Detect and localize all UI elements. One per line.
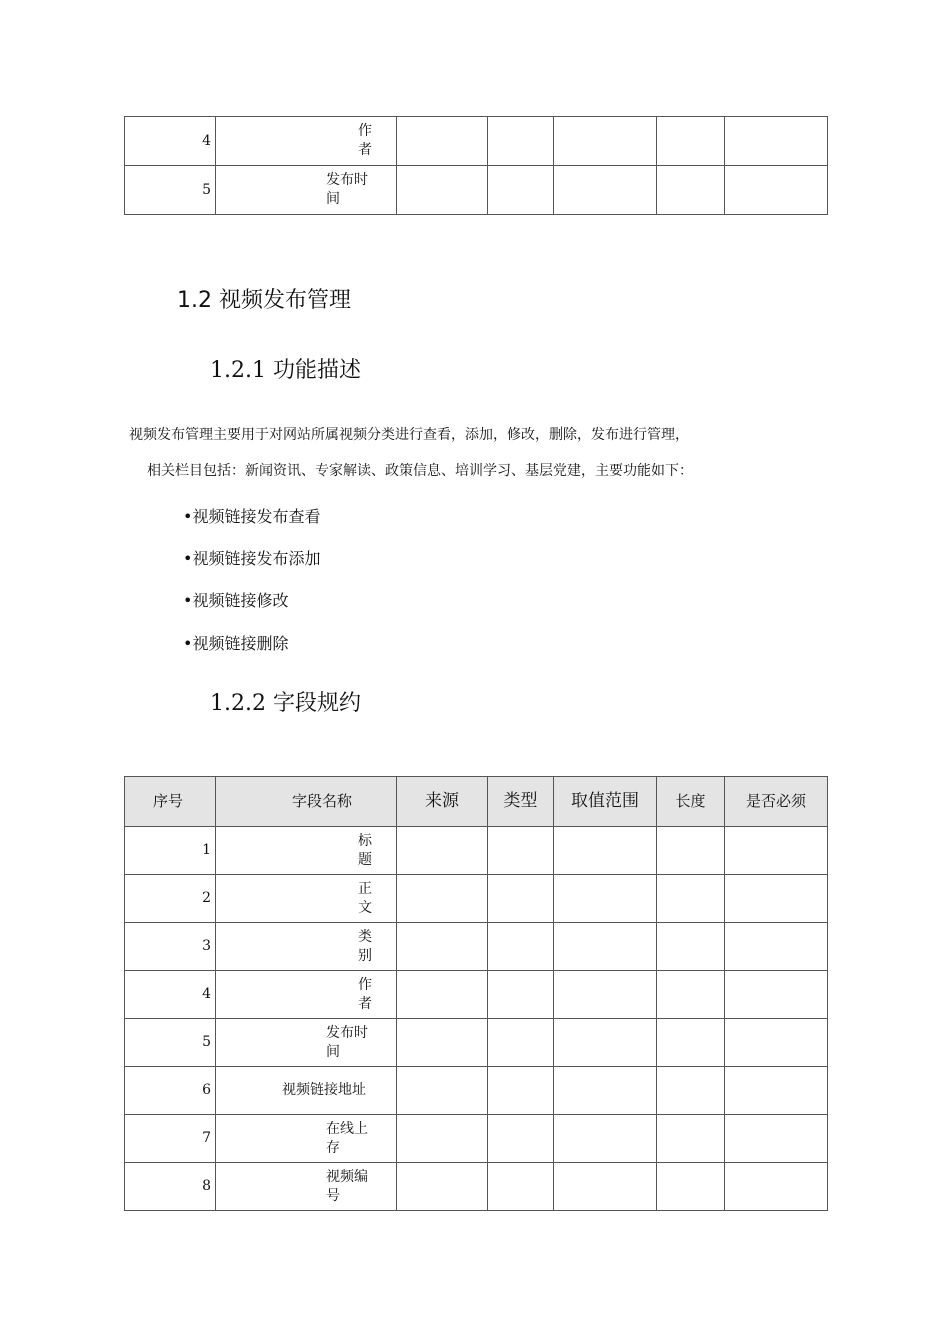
- table-row: [125, 166, 828, 215]
- description-line-1: 视频发布管理主要用于对网站所属视频分类进行查看，添加，修改，删除，发布进行管理，: [129, 427, 689, 443]
- field-name: 发布时 间: [216, 1019, 397, 1067]
- table-row: [125, 923, 828, 971]
- table-row: [125, 117, 828, 166]
- bullet-item: • 视频链接修改: [183, 588, 288, 611]
- bullet-item: • 视频链接发布添加: [183, 546, 320, 569]
- header-field-name: 字段名称: [216, 777, 397, 827]
- field-name: 标 题: [216, 827, 397, 875]
- bullet-item: • 视频链接删除: [183, 631, 288, 654]
- table-row: [125, 1019, 828, 1067]
- bullet-item: • 视频链接发布查看: [183, 504, 320, 527]
- field-name: 作 者: [216, 971, 397, 1019]
- field-name: 视频链接地址: [216, 1067, 397, 1115]
- field-spec-table: [124, 776, 828, 1211]
- table-row: [125, 827, 828, 875]
- description-line-2: 相关栏目包括：新闻资讯、专家解读、政策信息、培训学习、基层党建，主要功能如下：: [147, 463, 693, 479]
- row-number: 8: [125, 1163, 216, 1211]
- row-number: 7: [125, 1115, 216, 1163]
- table-row: [125, 1067, 828, 1115]
- row-number: 4: [125, 971, 216, 1019]
- header-required: 是否必须: [725, 777, 828, 827]
- row-number: 1: [125, 827, 216, 875]
- row-number: 6: [125, 1067, 216, 1115]
- table-row: [125, 1115, 828, 1163]
- top-field-table: [124, 116, 828, 215]
- header-source: 来源: [397, 777, 488, 827]
- header-length: 长度: [657, 777, 725, 827]
- field-name: 视频编 号: [216, 1163, 397, 1211]
- subsection-heading-fields: 1.2.2 字段规约: [210, 691, 361, 716]
- subsection-heading-function: 1.2.1 功能描述: [210, 358, 361, 383]
- header-no: 序号: [125, 777, 216, 827]
- row-number: 3: [125, 923, 216, 971]
- field-name: 在线上 存: [216, 1115, 397, 1163]
- table-row: [125, 875, 828, 923]
- row-number: 2: [125, 875, 216, 923]
- header-range: 取值范围: [554, 777, 657, 827]
- row-number: 5: [125, 1019, 216, 1067]
- field-name: 发布时 间: [216, 166, 397, 215]
- row-number: 5: [125, 166, 216, 215]
- field-name: 作 者: [216, 117, 397, 166]
- table-header-row: [125, 777, 828, 827]
- field-name: 正 文: [216, 875, 397, 923]
- table-row: [125, 1163, 828, 1211]
- field-name: 类 别: [216, 923, 397, 971]
- header-type: 类型: [488, 777, 554, 827]
- section-heading: 1.2 视频发布管理: [177, 288, 351, 313]
- row-number: 4: [125, 117, 216, 166]
- table-row: [125, 971, 828, 1019]
